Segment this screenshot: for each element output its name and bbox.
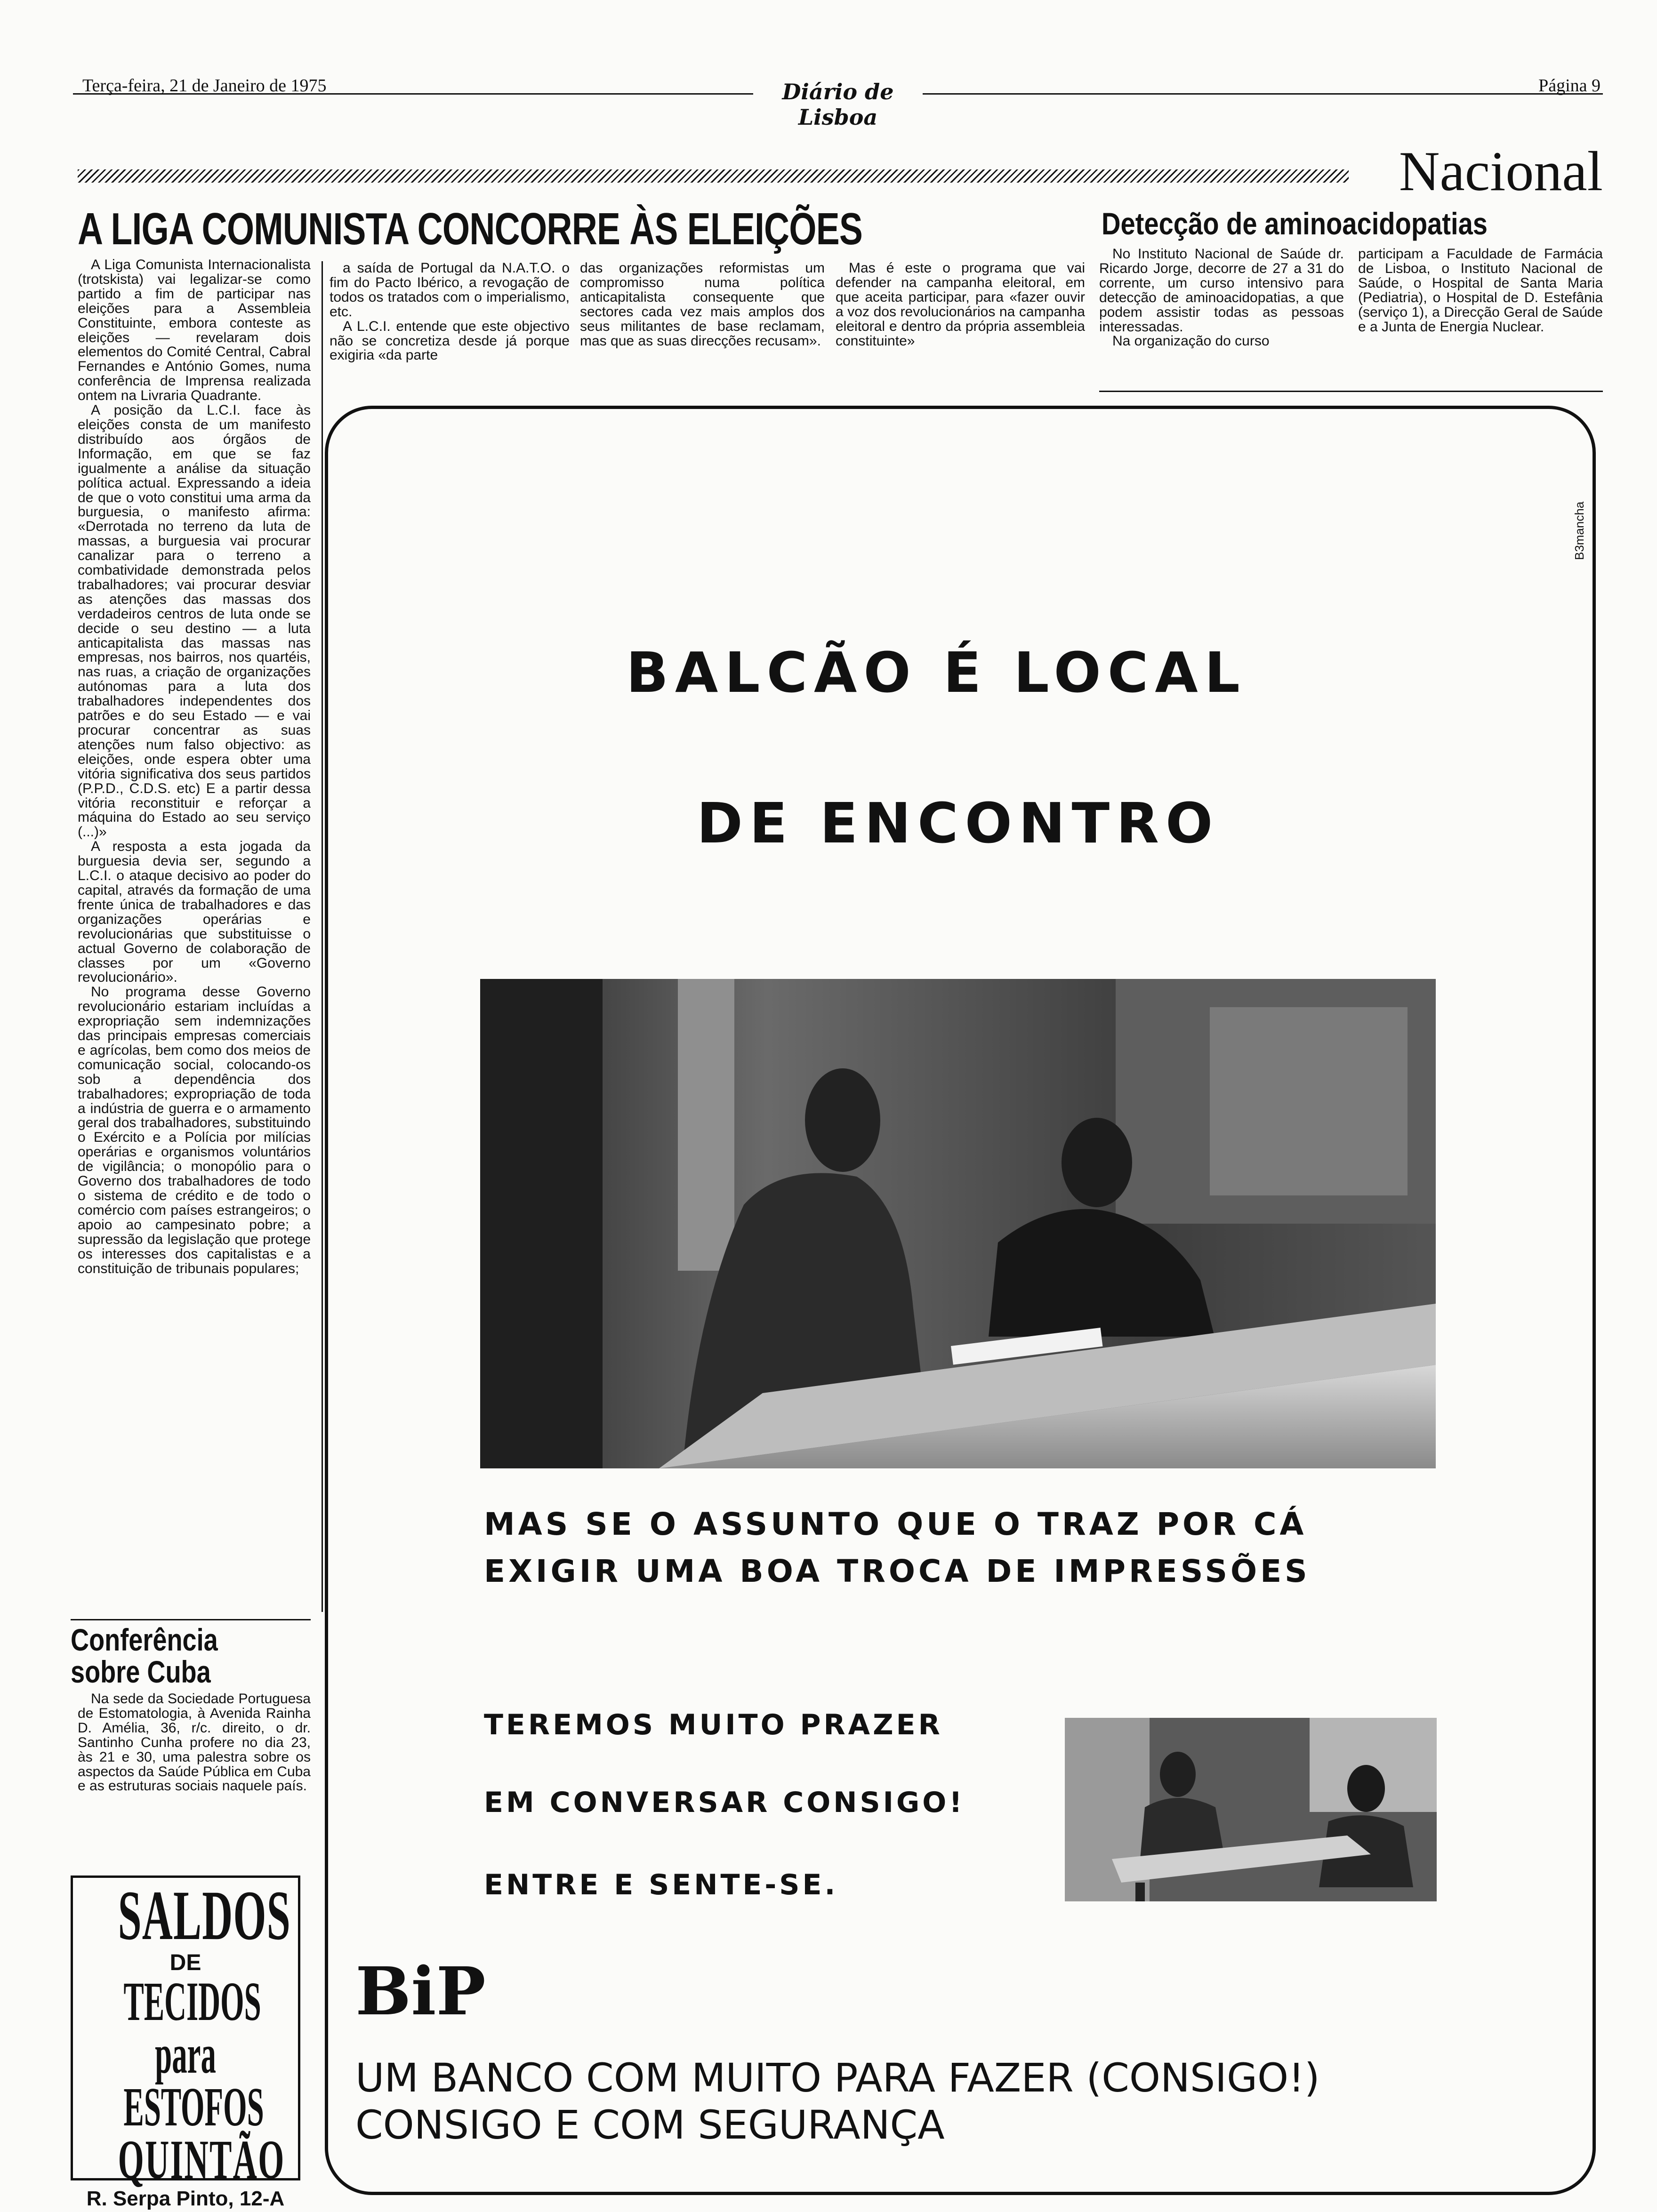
page-number: Página 9 (1538, 76, 1601, 96)
ad-low-line-2: EM CONVERSAR CONSIGO! (484, 1786, 965, 1819)
agency-mark: B3mancha (1572, 501, 1586, 560)
paragraph: A L.C.I. entende que este objectivo não se concretiza desde já porque exigiria «da parte (330, 318, 570, 363)
saldos-line-4: para ESTOFOS (123, 2023, 264, 2138)
paragraph: No programa desse Governo revolucionário estariam incluídas a expropriação sem indemnizações das principais empresas comerciais e agrícolas, bem como dos meios de comunicação social, colocando-os sob a dependência dos trabalhadores; expropriação de toda a indústria de guerra e o armamento geral dos trabalhadores, substituindo o Exército e a Polícia por milícias operárias e organismos voluntários de vigilância; o monopólio para o Governo dos trabalhadores de todo o sistema de crédito e de todo o comércio com países estrangeiros; o apoio ao campesinato pobre; a supressão da legislação que protege os interesses dos capitalistas e a constituição de tribunais populares; (78, 984, 311, 1276)
saldos-line-5: QUINTÃO (118, 2129, 285, 2190)
header-date: Terça-feira, 21 de Janeiro de 1975 (82, 76, 327, 96)
counter-scene-illustration (480, 979, 1436, 1468)
paragraph: a saída de Portugal da N.A.T.O. o fim do Pacto Ibérico, a revogação de todos os tratados com o imperialismo, etc. (330, 261, 570, 320)
article2-column-2 (1358, 247, 1603, 388)
ad-headline-1: BALCÃO É LOCAL (626, 640, 1247, 705)
ad-mid-line-2: EXIGIR UMA BOA TROCA DE IMPRESSÕES (484, 1553, 1311, 1589)
ad-main-photo (480, 979, 1436, 1468)
ad-slogan-1: UM BANCO COM MUITO PARA FAZER (CONSIGO!) (355, 2055, 1320, 2101)
ad-headline-2: DE ENCONTRO (697, 791, 1220, 856)
article-column-4 (836, 261, 1085, 379)
paragraph: participam a Faculdade de Farmácia de Lisboa, o Instituto Nacional de Saúde, o Hospital de Santa Maria (Pediatria), o Hospital de D. Estefânia (serviço 1), a Direcção Geral de Saúde e a Junta de Energia Nuclear. (1358, 247, 1603, 335)
saldos-line-1: SALDOS (118, 1876, 291, 1955)
paragraph: A posição da L.C.I. face às eleições consta de um manifesto distribuído aos órgãos de Informação, em que se faz igualmente a análise da situação política actual. Expressando a ideia de que o voto constitui uma arma da burguesia, o manifesto afirma: «Derrotada no terreno da luta de massas, a burguesia vai procurar canalizar para o terreno a combatividade demonstrada pelos trabalhadores; vai procurar desviar as atenções das massas dos verdadeiros centros de luta onde se decide o seu destino — a luta anticapitalista das massas nas empresas, nos bairros, nos quartéis, nas ruas, a criação de organizações autónomas para a luta dos trabalhadores independentes dos patrões e do seu Estado — e vai procurar concentrar as suas atenções num falso objectivo: as eleições, onde espera obter uma vitória significativa dos seus partidos (P.P.D., C.D.S. etc) E a partir dessa vitória reconstituir e reforçar a máquina do Estado ao seu serviço (...)» (78, 402, 311, 840)
saldos-line-2: DE (169, 1950, 201, 1975)
office-scene-illustration (1065, 1718, 1437, 1901)
bank-logo: BiP (355, 1953, 486, 2030)
article3-top-rule (71, 1619, 311, 1620)
section-hatch-band (78, 169, 1349, 183)
article2-column-1 (1099, 247, 1344, 388)
article3-body (78, 1692, 311, 1852)
paragraph: A resposta a esta jogada da burguesia devia ser, segundo a L.C.I. o ataque decisivo ao poder do capital, através da formação de uma frente única de trabalhadores e das organizações operárias e revolucionárias que substituisse o actual Governo de colaboração de classes por um «Governo revolucionário». (78, 839, 311, 986)
article-column-3 (580, 261, 825, 379)
article3-headline-line2: sobre Cuba (71, 1654, 211, 1689)
section-title: Nacional (1399, 140, 1603, 202)
paragraph: A Liga Comunista Internacionalista (trotskista) vai legalizar-se como partido a fim de participar nas eleições para a Assembleia Constituinte, embora conteste as eleições — revelaram dois elementos do Comité Central, Cabral Fernandes e António Gomes, numa conferência de Imprensa realizada ontem na Livraria Quadrante. (78, 258, 311, 404)
paragraph: Na sede da Sociedade Portuguesa de Estomatologia, à Avenida Rainha D. Amélia, 36, r/c. direito, o dr. Santinho Cunha profere no dia 23, às 21 e 30, uma palestra sobre os aspectos da Saúde Pública em Cuba e as estruturas sociais naquele país. (78, 1692, 311, 1794)
ad-low-line-1: TEREMOS MUITO PRAZER (484, 1708, 943, 1741)
article2-headline: Detecção de aminoacidopatias (1102, 206, 1488, 241)
ad-slogan-2: CONSIGO E COM SEGURANÇA (355, 2102, 945, 2148)
paragraph: Mas é este o programa que vai defender na campanha eleitoral, em que aceita participar, para «fazer ouvir a voz dos revolucionários na campanha eleitoral e dentro da própria assembleia constituinte» (836, 261, 1085, 349)
column-rule (322, 261, 323, 1612)
newspaper-masthead: Diário de Lisboa (753, 79, 923, 130)
ad-low-line-3: ENTRE E SENTE-SE. (484, 1868, 838, 1901)
paragraph: das organizações reformistas um compromisso numa política anticapitalista consequente que sectores cada vez mais amplos dos seus militantes de base reclamam, mas que as suas direcções recusam». (580, 261, 825, 349)
saldos-address: R. Serpa Pinto, 12-A (86, 2187, 285, 2210)
article3-headline-line1: Conferência (71, 1622, 218, 1657)
paragraph: Na organização do curso (1112, 333, 1270, 349)
article-column-1 (78, 258, 311, 1618)
paragraph: No Instituto Nacional de Saúde dr. Ricardo Jorge, decorre de 27 a 31 do corrente, um curso intensivo para detecção de aminoacidopatias, a que podem assistir todas as pessoas interessadas. (1099, 247, 1344, 335)
article-column-2 (330, 261, 570, 379)
ad-mid-line-1: MAS SE O ASSUNTO QUE O TRAZ POR CÁ (484, 1506, 1307, 1542)
article-headline: A LIGA COMUNISTA CONCORRE ÀS ELEIÇÕES (78, 204, 863, 254)
article3-headline (71, 1624, 218, 1688)
ad-small-photo (1065, 1718, 1437, 1901)
article2-bottom-rule (1099, 391, 1603, 392)
saldos-advertisement (71, 1875, 300, 2210)
saldos-line-3: TECIDOS (123, 1971, 261, 2032)
